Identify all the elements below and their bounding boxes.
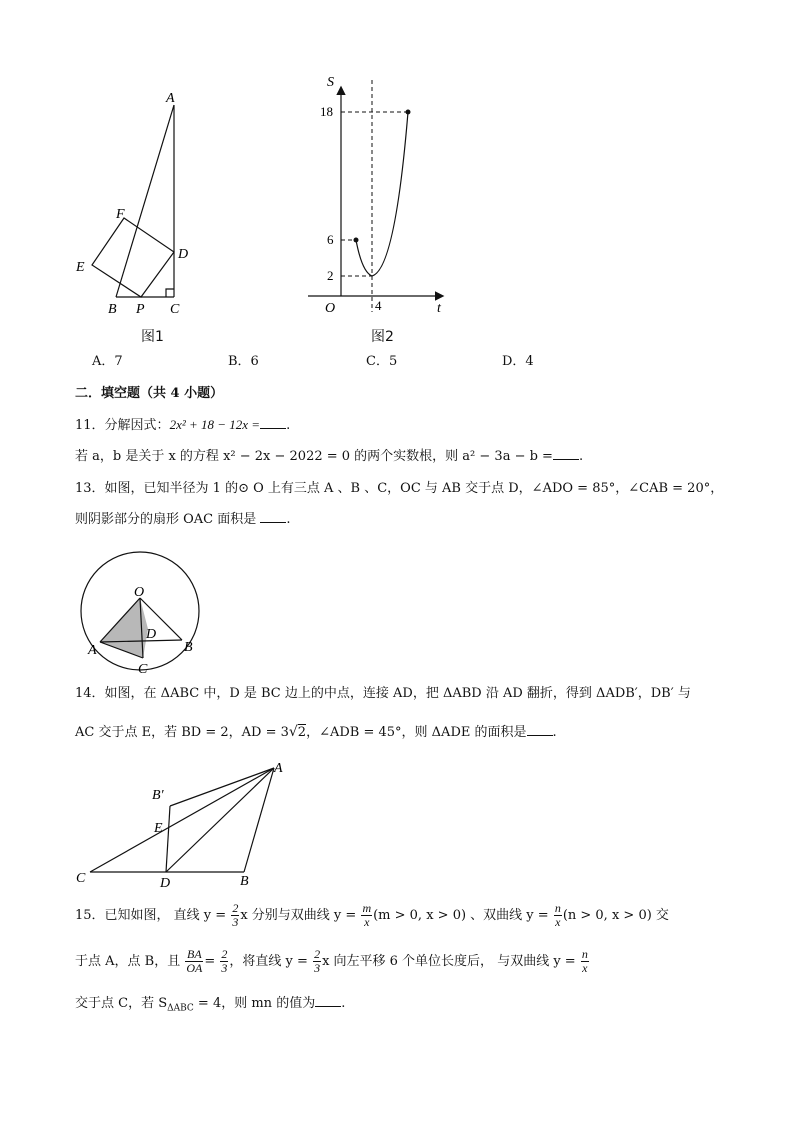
q13-line1: 13．如图，已知半径为 1 的⊙ O 上有三点 A 、B 、C，OC 与 AB 交于点 D，∠ADO = 85°，∠CAB = 20°， [75,481,724,496]
label-F: F [116,207,125,222]
label-P: P [136,302,145,317]
option-c: C．5 [366,354,398,369]
tick-18: 18 [320,104,333,119]
q13-answer-blank [260,510,286,523]
q15-line2: 于点 A，点 B，且 $\frac{BA}{OA}$ = $\frac{2}{3}$ ，将直线 y = $\frac{2}{3}$ x 向左平移 6 个单位长度后， 与双曲线 y = $\frac{n}{x}$ [75,947,588,975]
figure-q14 [70,756,290,888]
label-D: D [160,876,171,888]
q11-text: 分解因式： [104,418,170,433]
figure-1 [60,85,210,325]
tick-6: 6 [327,232,334,247]
q15-line1: 15．已知如图， 直线 y = $\frac{2}{3}$ x 分别与双曲线 y = $\frac{m}{x}$ (m > 0, x > 0) 、双曲线 y = $\frac{n}{x}$ (n > 0, x > 0) 交 [75,901,669,929]
option-b: B．6 [228,354,259,369]
label-A: A [274,761,283,776]
q15-answer-blank [315,994,341,1007]
label-O: O [134,585,145,600]
label-B-prime: B′ [152,788,164,803]
label-A: A [166,91,175,106]
label-C: C [138,662,148,677]
q11-answer-blank [260,416,286,429]
curve-s-t [356,112,408,276]
label-D: D [146,627,157,642]
origin-label: O [325,301,336,316]
figure-1-caption: 图1 [141,329,164,345]
q11-num: 11． [75,418,105,433]
tick-4: 4 [375,298,382,313]
question-12: 若 a，b 是关于 x 的方程 x² − 2x − 2022 = 0 的两个实数根，则 a² − 3a − b = . [75,449,584,464]
q11-expr: 2x² + 18 − 12x = [169,417,261,432]
right-angle-mark [166,289,174,297]
sqrt-2: 2 [297,725,307,740]
label-B: B [240,874,249,888]
label-B: B [108,302,117,317]
axis-label-S: S [327,75,334,90]
segment-AB [116,105,174,297]
tick-2: 2 [327,268,334,283]
point-start [354,238,359,243]
point-end [406,110,411,115]
figure-q13-circle [72,546,202,678]
label-B: B [184,640,193,655]
figure-2 [300,70,460,320]
section-2-title: 二．填空题（共 4 小题） [75,386,224,401]
label-E: E [76,260,85,275]
q13-line2: 则阴影部分的扇形 OAC 面积是 . [75,512,291,527]
label-E: E [154,821,163,836]
q12-text: 若 a，b 是关于 x 的方程 x² − 2x − 2022 = 0 的两个实数根，则 a² − 3a − b = [75,449,553,464]
option-d: D．4 [502,354,534,369]
q12-answer-blank [553,447,579,460]
label-A: A [88,643,97,658]
square-EFDP [92,218,174,297]
q15-line3: 交于点 C，若 $S_{\Delta ABC} = 4$，则 mn 的值为 . [75,996,346,1014]
option-a: A．7 [92,354,123,369]
label-D: D [178,247,189,262]
label-C: C [76,871,86,886]
question-11: 11．分解因式：2x² + 18 − 12x = . [75,417,291,433]
q14-answer-blank [527,723,553,736]
figure-2-caption: 图2 [371,329,394,345]
q14-line2: AC 交于点 E，若 BD = 2，AD = 3√2，∠ADB = 45°，则 ΔADE 的面积是 . [75,724,557,740]
q14-line1: 14．如图，在 ΔABC 中，D 是 BC 边上的中点，连接 AD，把 ΔABD 沿 AD 翻折，得到 ΔADB′，DB′ 与 [75,686,691,701]
label-C: C [170,302,180,317]
axis-label-t: t [437,301,441,316]
